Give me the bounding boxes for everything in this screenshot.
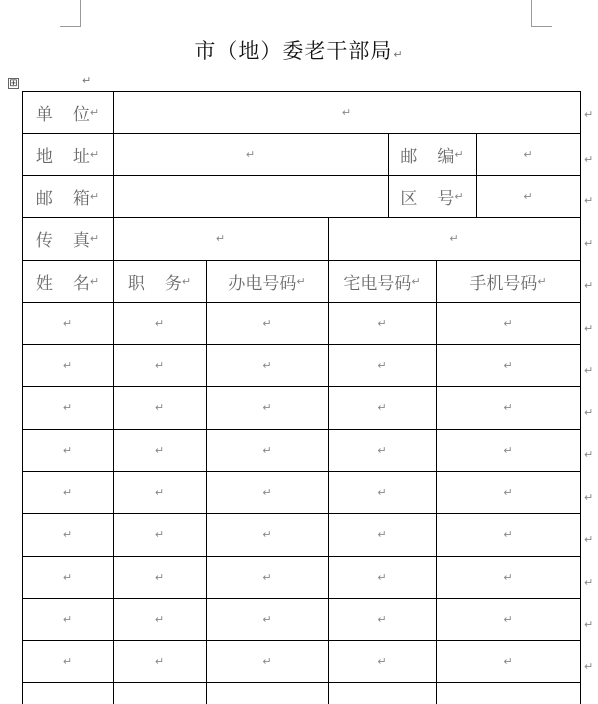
table-cell[interactable] bbox=[22, 386, 113, 429]
row-end-mark-icon: ↵ bbox=[584, 491, 594, 504]
paragraph-mark-icon: ↵ bbox=[262, 316, 272, 330]
table-cell[interactable] bbox=[113, 344, 206, 386]
row-end-mark-icon: ↵ bbox=[584, 660, 594, 673]
paragraph-mark-icon: ↵ bbox=[89, 147, 100, 161]
table-cell[interactable] bbox=[113, 682, 206, 704]
table-row bbox=[22, 344, 581, 386]
table-cell[interactable] bbox=[436, 513, 580, 556]
paragraph-mark-icon: ↵ bbox=[89, 189, 100, 203]
paragraph-mark-icon: ↵ bbox=[154, 358, 165, 372]
table-cell[interactable] bbox=[22, 513, 113, 556]
table-cell[interactable] bbox=[206, 556, 328, 598]
fax-label-char: 真 bbox=[72, 231, 90, 251]
paragraph-mark-icon: ↵ bbox=[262, 358, 272, 372]
row-end-mark-icon: ↵ bbox=[584, 618, 594, 631]
table-cell[interactable] bbox=[328, 682, 436, 704]
header-text: 办电号码 bbox=[228, 273, 297, 294]
paragraph-mark-icon: ↵ bbox=[377, 654, 387, 668]
header-office-phone bbox=[206, 260, 328, 302]
postcode-label-char: 编 bbox=[437, 146, 455, 167]
address-label-char: 地 bbox=[35, 146, 53, 167]
paragraph-mark-icon: ↵ bbox=[82, 74, 92, 87]
paragraph-mark-icon: ↵ bbox=[377, 443, 387, 457]
table-cell[interactable] bbox=[206, 344, 328, 386]
table-cell[interactable] bbox=[22, 598, 113, 640]
row-end-mark-icon: ↵ bbox=[584, 153, 594, 166]
table-cell[interactable] bbox=[206, 640, 328, 682]
table-row bbox=[22, 429, 581, 471]
table-cell[interactable] bbox=[436, 471, 580, 513]
paragraph-mark-icon: ↵ bbox=[181, 274, 192, 288]
paragraph-mark-icon: ↵ bbox=[154, 528, 165, 541]
paragraph-mark-icon: ↵ bbox=[62, 358, 73, 372]
paragraph-mark-icon: ↵ bbox=[503, 654, 513, 668]
paragraph-mark-icon: ↵ bbox=[62, 401, 73, 414]
paragraph-mark-icon: ↵ bbox=[89, 232, 100, 245]
paragraph-mark-icon: ↵ bbox=[62, 528, 73, 541]
table-cell[interactable] bbox=[436, 556, 580, 598]
paragraph-mark-icon: ↵ bbox=[245, 147, 256, 161]
table-cell[interactable] bbox=[22, 429, 113, 471]
paragraph-mark-icon: ↵ bbox=[154, 570, 165, 584]
fax-label bbox=[22, 217, 113, 260]
row-end-mark-icon: ↵ bbox=[584, 406, 594, 419]
table-row bbox=[22, 556, 581, 598]
row-end-mark-icon: ↵ bbox=[584, 237, 594, 250]
paragraph-mark-icon: ↵ bbox=[377, 485, 387, 499]
postcode-label-char: 邮 bbox=[400, 146, 418, 167]
mailbox-label-char: 箱 bbox=[72, 188, 90, 209]
table-cell[interactable] bbox=[328, 598, 436, 640]
table-cell[interactable] bbox=[328, 386, 436, 429]
paragraph-mark-icon: ↵ bbox=[377, 358, 387, 372]
areacode-label-char: 号 bbox=[437, 188, 455, 209]
row-end-mark-icon: ↵ bbox=[584, 322, 594, 335]
table-row bbox=[22, 682, 581, 704]
paragraph-mark-icon: ↵ bbox=[341, 105, 352, 119]
table-cell[interactable] bbox=[22, 471, 113, 513]
header-name bbox=[22, 260, 113, 302]
row-end-mark-icon: ↵ bbox=[584, 194, 594, 207]
table-header-row bbox=[22, 260, 581, 302]
table-cell[interactable] bbox=[436, 386, 580, 429]
unit-label bbox=[22, 91, 113, 133]
table-row bbox=[22, 513, 581, 556]
table-cell[interactable] bbox=[436, 344, 580, 386]
paragraph-mark-icon: ↵ bbox=[262, 528, 272, 541]
header-margin-corner-right bbox=[531, 0, 552, 27]
table-cell[interactable] bbox=[22, 640, 113, 682]
unit-label-char: 单 bbox=[35, 104, 53, 125]
paragraph-mark-icon: ↵ bbox=[377, 401, 387, 414]
areacode-label bbox=[388, 175, 476, 217]
paragraph-mark-icon: ↵ bbox=[62, 316, 73, 330]
table-cell[interactable] bbox=[206, 682, 328, 704]
paragraph-mark-icon: ↵ bbox=[62, 485, 73, 499]
table-cell[interactable] bbox=[113, 640, 206, 682]
table-cell[interactable] bbox=[113, 302, 206, 344]
paragraph-mark-icon: ↵ bbox=[503, 316, 513, 330]
paragraph-mark-icon: ↵ bbox=[154, 654, 165, 668]
row-end-mark-icon: ↵ bbox=[584, 364, 594, 377]
table-cell[interactable] bbox=[436, 598, 580, 640]
paragraph-mark-icon: ↵ bbox=[377, 316, 387, 330]
mailbox-label-char: 邮 bbox=[35, 188, 53, 209]
header-text: 宅电号码 bbox=[343, 273, 412, 294]
paragraph-mark-icon: ↵ bbox=[503, 443, 513, 457]
table-cell[interactable] bbox=[436, 429, 580, 471]
mailbox-input-cell[interactable] bbox=[113, 175, 388, 217]
address-label bbox=[22, 133, 113, 175]
paragraph-mark-icon: ↵ bbox=[262, 401, 272, 414]
header-char: 务 bbox=[164, 273, 182, 294]
areacode-label-char: 区 bbox=[400, 188, 418, 209]
table-cell[interactable] bbox=[113, 471, 206, 513]
paragraph-mark-icon: ↵ bbox=[454, 147, 464, 161]
postcode-label bbox=[388, 133, 476, 175]
table-cell[interactable] bbox=[206, 386, 328, 429]
unit-row bbox=[22, 91, 581, 133]
paragraph-mark-icon: ↵ bbox=[393, 48, 404, 61]
paragraph-mark-icon: ↵ bbox=[154, 612, 165, 626]
mailbox-label bbox=[22, 175, 113, 217]
fax-input-cell-1[interactable] bbox=[113, 217, 328, 260]
paragraph-mark-icon: ↵ bbox=[154, 401, 165, 414]
paragraph-mark-icon: ↵ bbox=[377, 612, 387, 626]
table-cell[interactable] bbox=[328, 556, 436, 598]
paragraph-mark-icon: ↵ bbox=[537, 274, 547, 288]
table-cell[interactable] bbox=[22, 682, 113, 704]
table-cell[interactable] bbox=[113, 513, 206, 556]
table-cell[interactable] bbox=[206, 598, 328, 640]
table-cell[interactable] bbox=[328, 344, 436, 386]
header-char: 职 bbox=[127, 273, 145, 294]
table-cell[interactable] bbox=[206, 513, 328, 556]
row-end-mark-icon: ↵ bbox=[584, 279, 594, 292]
header-position bbox=[113, 260, 206, 302]
table-cell[interactable] bbox=[22, 344, 113, 386]
fax-row bbox=[22, 217, 581, 260]
paragraph-mark-icon: ↵ bbox=[503, 570, 513, 584]
table-cell[interactable] bbox=[436, 302, 580, 344]
paragraph-mark-icon: ↵ bbox=[503, 612, 513, 626]
paragraph-mark-icon: ↵ bbox=[503, 485, 513, 499]
fax-input-cell-2[interactable] bbox=[328, 217, 580, 260]
header-margin-corner-left bbox=[60, 0, 81, 27]
paragraph-mark-icon: ↵ bbox=[154, 443, 165, 457]
table-cell[interactable] bbox=[22, 302, 113, 344]
paragraph-mark-icon: ↵ bbox=[62, 612, 73, 626]
paragraph-mark-icon: ↵ bbox=[262, 654, 272, 668]
paragraph-mark-icon: ↵ bbox=[62, 570, 73, 584]
table-cell[interactable] bbox=[206, 471, 328, 513]
paragraph-mark-icon: ↵ bbox=[377, 570, 387, 584]
table-cell[interactable] bbox=[22, 556, 113, 598]
paragraph-mark-icon: ↵ bbox=[262, 485, 272, 499]
table-row bbox=[22, 471, 581, 513]
paragraph-mark-icon: ↵ bbox=[154, 485, 165, 499]
table-row bbox=[22, 386, 581, 429]
table-cell[interactable] bbox=[206, 429, 328, 471]
paragraph-mark-icon: ↵ bbox=[262, 570, 272, 584]
paragraph-mark-icon: ↵ bbox=[503, 528, 513, 541]
areacode-input-cell[interactable] bbox=[476, 175, 580, 217]
address-row bbox=[22, 133, 581, 175]
paragraph-mark-icon: ↵ bbox=[154, 316, 165, 330]
table-cell[interactable] bbox=[328, 640, 436, 682]
table-cell[interactable] bbox=[113, 429, 206, 471]
paragraph-mark-icon: ↵ bbox=[503, 358, 513, 372]
paragraph-mark-icon: ↵ bbox=[89, 274, 100, 288]
header-char: 名 bbox=[72, 273, 90, 294]
paragraph-mark-icon: ↵ bbox=[262, 612, 272, 626]
table-cell[interactable] bbox=[328, 471, 436, 513]
table-row bbox=[22, 302, 581, 344]
document-title bbox=[0, 35, 598, 65]
table-move-handle-icon[interactable]: ⊞ bbox=[9, 78, 18, 89]
table-cell[interactable] bbox=[328, 429, 436, 471]
unit-label-char: 位 bbox=[72, 104, 90, 125]
row-end-mark-icon: ↵ bbox=[584, 448, 594, 461]
table-cell[interactable] bbox=[436, 682, 580, 704]
table-row bbox=[22, 598, 581, 640]
row-end-mark-icon: ↵ bbox=[584, 108, 594, 121]
paragraph-mark-icon: ↵ bbox=[89, 105, 100, 119]
table-cell[interactable] bbox=[206, 302, 328, 344]
table-cell[interactable] bbox=[436, 640, 580, 682]
header-char: 姓 bbox=[35, 273, 53, 294]
table-cell[interactable] bbox=[113, 598, 206, 640]
paragraph-mark-icon: ↵ bbox=[377, 528, 387, 541]
table-cell[interactable] bbox=[328, 302, 436, 344]
fax-label-char: 传 bbox=[35, 231, 53, 251]
header-home-phone bbox=[328, 260, 436, 302]
address-input-cell[interactable] bbox=[113, 133, 388, 175]
paragraph-mark-icon: ↵ bbox=[62, 654, 73, 668]
row-end-mark-icon: ↵ bbox=[584, 533, 594, 546]
table-cell[interactable] bbox=[328, 513, 436, 556]
paragraph-mark-icon: ↵ bbox=[503, 401, 513, 414]
paragraph-mark-icon: ↵ bbox=[523, 189, 533, 203]
paragraph-mark-icon: ↵ bbox=[62, 443, 73, 457]
paragraph-mark-icon: ↵ bbox=[449, 232, 459, 245]
table-cell[interactable] bbox=[113, 386, 206, 429]
address-label-char: 址 bbox=[72, 146, 90, 167]
postcode-input-cell[interactable] bbox=[476, 133, 580, 175]
header-mobile-phone bbox=[436, 260, 580, 302]
table-cell[interactable] bbox=[113, 556, 206, 598]
row-end-mark-icon: ↵ bbox=[584, 576, 594, 589]
mailbox-row bbox=[22, 175, 581, 217]
paragraph-mark-icon: ↵ bbox=[215, 232, 226, 245]
paragraph-mark-icon: ↵ bbox=[411, 274, 421, 288]
header-text: 手机号码 bbox=[469, 273, 538, 294]
unit-input-cell[interactable] bbox=[113, 91, 580, 133]
title-text: 市（地）委老干部局 bbox=[194, 39, 393, 63]
table-row bbox=[22, 640, 581, 682]
paragraph-mark-icon: ↵ bbox=[262, 443, 272, 457]
paragraph-mark-icon: ↵ bbox=[523, 147, 533, 161]
paragraph-mark-icon: ↵ bbox=[296, 274, 306, 288]
paragraph-mark-icon: ↵ bbox=[454, 189, 464, 203]
